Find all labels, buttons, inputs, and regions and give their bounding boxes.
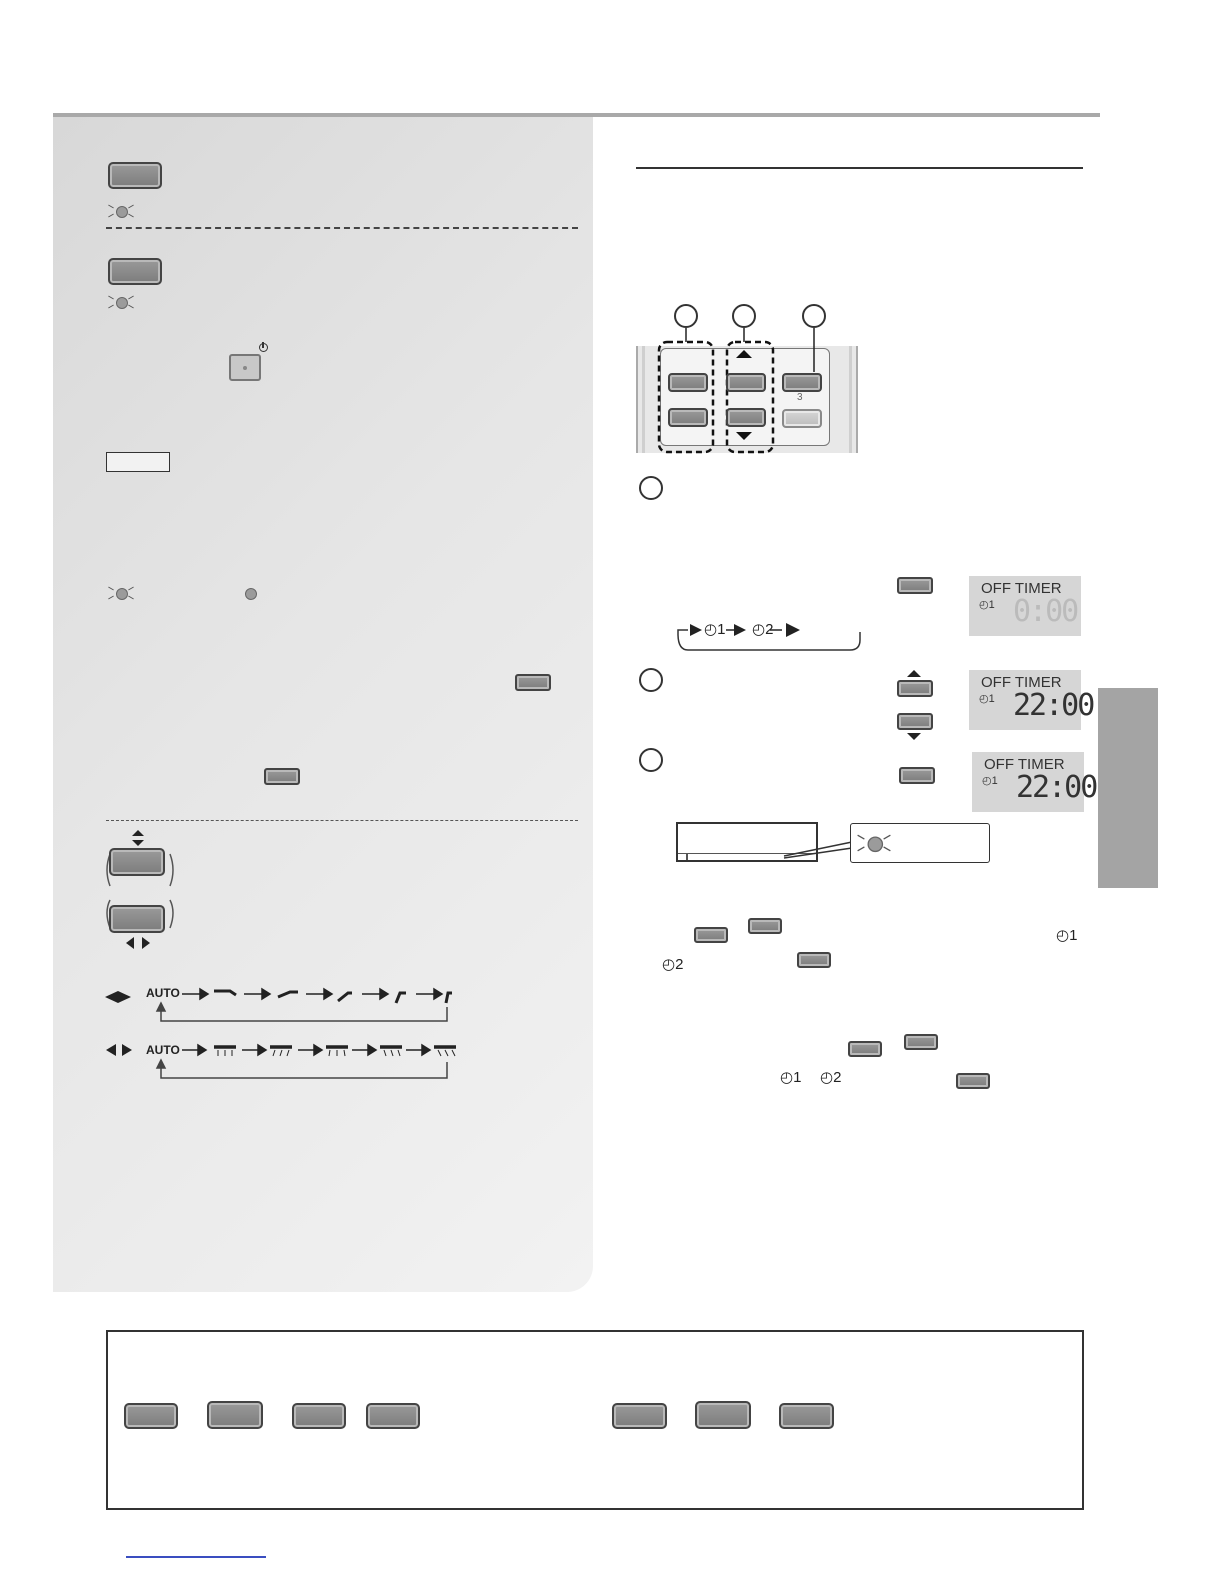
remote-button-on[interactable] <box>668 408 708 427</box>
lcd-display-2: OFF TIMER ◴1 22:00 <box>969 670 1081 730</box>
clock-program-1: ◴1 <box>780 1069 802 1086</box>
section-side-tab <box>1098 688 1158 888</box>
bottom-button-3[interactable] <box>292 1403 346 1429</box>
led-flash-icon <box>108 585 134 601</box>
remote-button-off[interactable] <box>668 373 708 392</box>
step-circle-2 <box>639 668 663 692</box>
timer-set-button[interactable] <box>899 767 935 784</box>
bottom-button-1[interactable] <box>124 1403 178 1429</box>
section-divider <box>106 820 578 821</box>
footer-link[interactable] <box>126 1556 266 1558</box>
down-arrow-icon <box>907 733 921 740</box>
inline-button[interactable] <box>797 952 831 968</box>
callout-pointer <box>780 836 860 860</box>
right-arrow-icon <box>142 937 150 949</box>
step-circle-3 <box>639 748 663 772</box>
clock-program-1: ◴1 <box>1056 927 1078 944</box>
swing-auto-label: AUTO <box>146 1043 180 1057</box>
down-arrow-icon <box>736 432 752 440</box>
led-steady-icon <box>245 588 257 600</box>
up-arrow-icon <box>907 670 921 677</box>
lcd-display-3: OFF TIMER ◴1 22:00 <box>972 752 1084 812</box>
inline-button[interactable] <box>848 1041 882 1057</box>
left-shaded-panel <box>53 117 593 1292</box>
section-divider <box>106 227 578 229</box>
remote-button-number: 3 <box>797 392 803 403</box>
inline-button[interactable] <box>956 1073 990 1089</box>
up-arrow-icon <box>736 350 752 358</box>
unit-auto-off-button[interactable] <box>229 354 261 381</box>
step-marker-2 <box>732 304 756 328</box>
remote-button-set[interactable] <box>782 373 822 392</box>
led-flash-icon <box>857 833 891 854</box>
step-marker-1 <box>674 304 698 328</box>
up-arrow-icon <box>132 830 144 836</box>
power-symbol-icon <box>259 343 268 352</box>
bottom-button-2[interactable] <box>207 1401 263 1429</box>
inline-button[interactable] <box>748 918 782 934</box>
swing-auto-label: AUTO <box>146 986 180 1000</box>
step-marker-3 <box>802 304 826 328</box>
bottom-button-7[interactable] <box>779 1403 834 1429</box>
time-down-button[interactable] <box>897 713 933 730</box>
led-flash-icon <box>108 203 134 219</box>
step-circle-1 <box>639 476 663 500</box>
remote-button-inline[interactable] <box>264 768 300 785</box>
led-flash-icon <box>108 294 134 310</box>
label-box <box>106 452 170 472</box>
bottom-button-6[interactable] <box>695 1401 751 1429</box>
remote-button-inline[interactable] <box>515 674 551 691</box>
inline-button[interactable] <box>694 927 728 943</box>
down-arrow-icon <box>132 840 144 846</box>
horizontal-airflow-button[interactable] <box>109 905 165 933</box>
inline-button[interactable] <box>904 1034 938 1050</box>
remote-button-down[interactable] <box>726 408 766 427</box>
off-timer-button[interactable] <box>897 577 933 594</box>
left-arrow-icon <box>126 937 134 949</box>
timer-program-1: ◴1 <box>704 621 726 638</box>
remote-button-1[interactable] <box>108 162 162 189</box>
vertical-airflow-button[interactable] <box>109 848 165 876</box>
clock-program-2: ◴2 <box>820 1069 842 1086</box>
clock-program-2: ◴2 <box>662 956 684 973</box>
timer-program-2: ◴2 <box>752 621 774 638</box>
bottom-button-5[interactable] <box>612 1403 667 1429</box>
remote-button-up[interactable] <box>726 373 766 392</box>
time-up-button[interactable] <box>897 680 933 697</box>
lcd-display-1: OFF TIMER ◴1 0:00 <box>969 576 1081 636</box>
remote-button-2[interactable] <box>108 258 162 285</box>
bottom-button-4[interactable] <box>366 1403 420 1429</box>
heading-rule <box>636 167 1083 169</box>
timer-indicator-callout <box>850 823 990 863</box>
remote-button-cancel[interactable] <box>782 409 822 428</box>
